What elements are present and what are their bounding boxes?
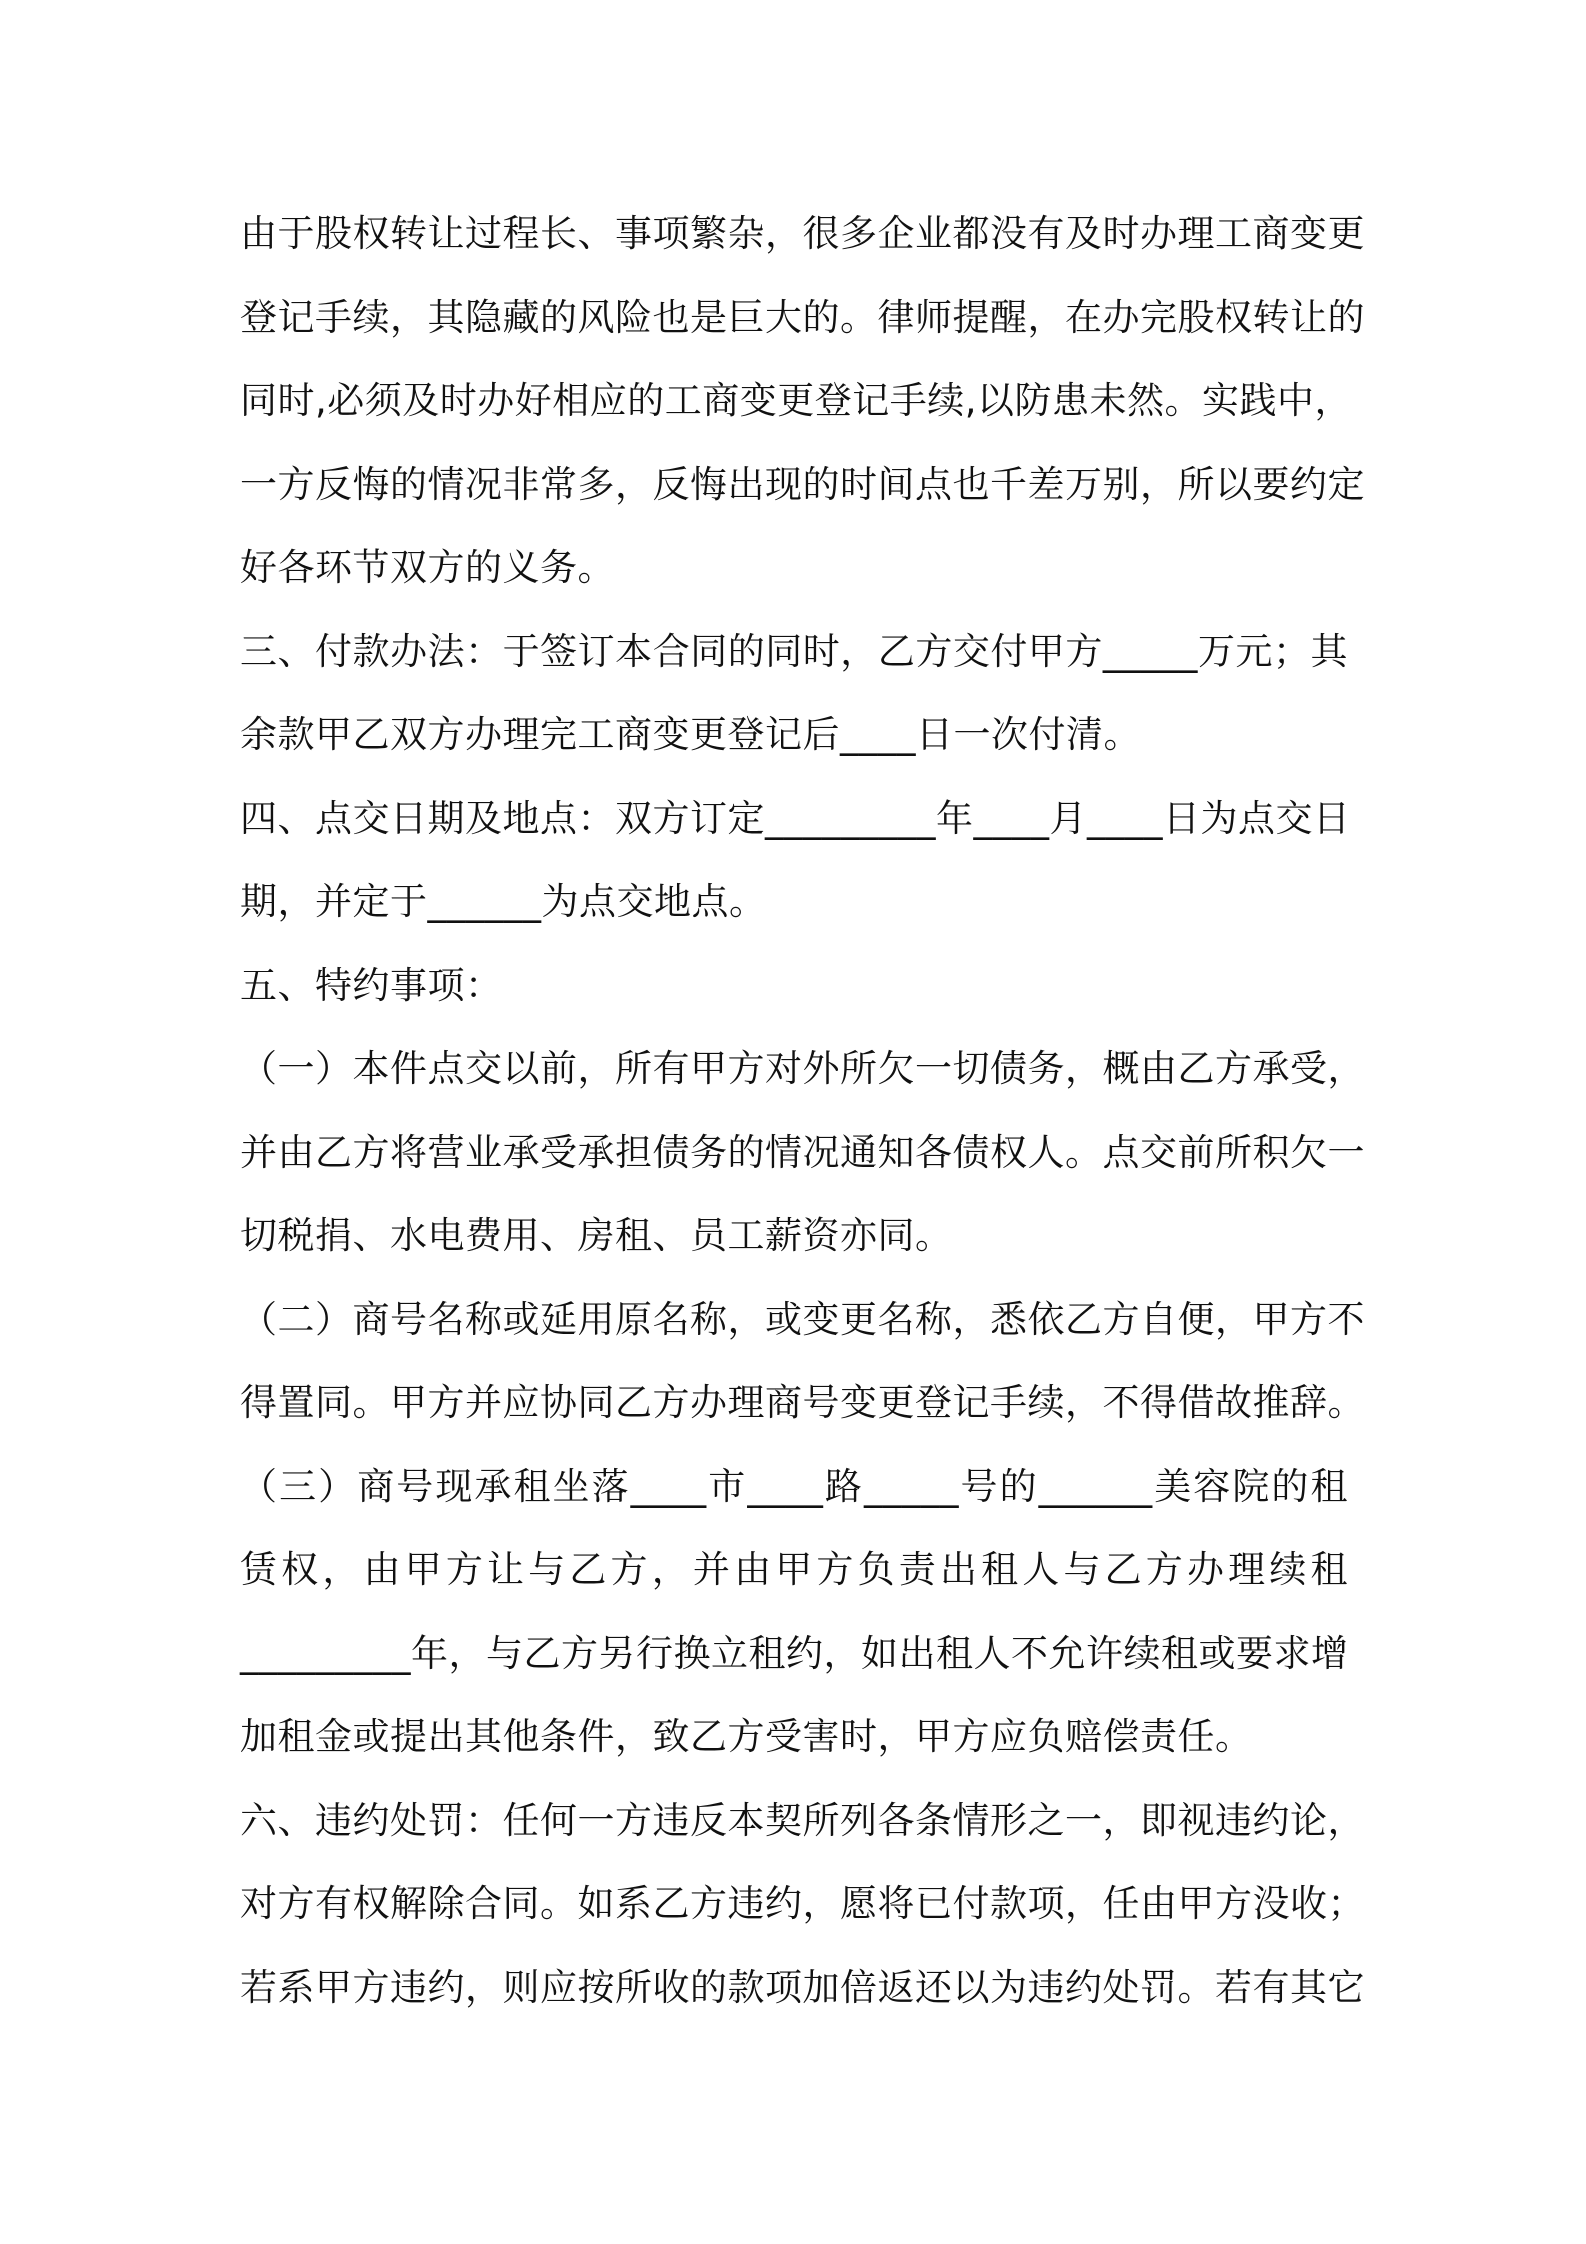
text-line: 加租金或提出其他条件，致乙方受害时，甲方应负赔偿责任。 (240, 1715, 1253, 1758)
text-line: 并由乙方将营业承受承担债务的情况通知各债权人。点交前所积欠一 (240, 1130, 1365, 1174)
text-line: （一）本件点交以前，所有甲方对外所欠一切债务，概由乙方承受， (240, 1047, 1365, 1090)
text-line: 切税捐、水电费用、房租、员工薪资亦同。 (240, 1214, 953, 1257)
text-line: 同时,必须及时办好相应的工商变更登记手续,以防患未然。实践中， (240, 379, 1353, 422)
text-line: （二）商号名称或延用原名称，或变更名称，悉依乙方自便，甲方不 (240, 1297, 1365, 1341)
text-line: 由于股权转让过程长、事项繁杂，很多企业都没有及时办理工商变更 (240, 212, 1365, 255)
text-line: _________年，与乙方另行换立租约，如出租人不允许续租或要求增 (240, 1631, 1349, 1675)
text-line: 五、特约事项： (240, 963, 503, 1007)
text-line: 一方反悔的情况非常多，反悔出现的时间点也千差万别，所以要约定 (240, 462, 1365, 506)
text-line: 余款甲乙双方办理完工商变更登记后____日一次付清。 (240, 713, 1141, 756)
document-body (240, 192, 1365, 2029)
text-line: 四、点交日期及地点：双方订定_________年____月____日为点交日 (240, 796, 1351, 840)
text-line: 好各环节双方的义务。 (240, 546, 615, 589)
text-line: 登记手续，其隐藏的风险也是巨大的。律师提醒，在办完股权转让的 (240, 295, 1365, 339)
text-line: 赁权，由甲方让与乙方，并由甲方负责出租人与乙方办理续租 (240, 1548, 1348, 1591)
text-line: 得置同。甲方并应协同乙方办理商号变更登记手续，不得借故推辞。 (240, 1381, 1365, 1424)
text-line: 若系甲方违约，则应按所收的款项加倍返还以为违约处罚。若有其它 (240, 1965, 1365, 2009)
text-line: 六、违约处罚：任何一方违反本契所列各条情形之一，即视违约论， (240, 1798, 1365, 1842)
text-line: 三、付款办法：于签订本合同的同时，乙方交付甲方_____万元；其 (240, 629, 1348, 673)
text-line: （三）商号现承租坐落____市____路_____号的______美容院的租 (240, 1464, 1348, 1508)
text-line: 对方有权解除合同。如系乙方违约，愿将已付款项，任由甲方没收； (240, 1882, 1365, 1925)
text-line: 期，并定于______为点交地点。 (240, 880, 767, 923)
